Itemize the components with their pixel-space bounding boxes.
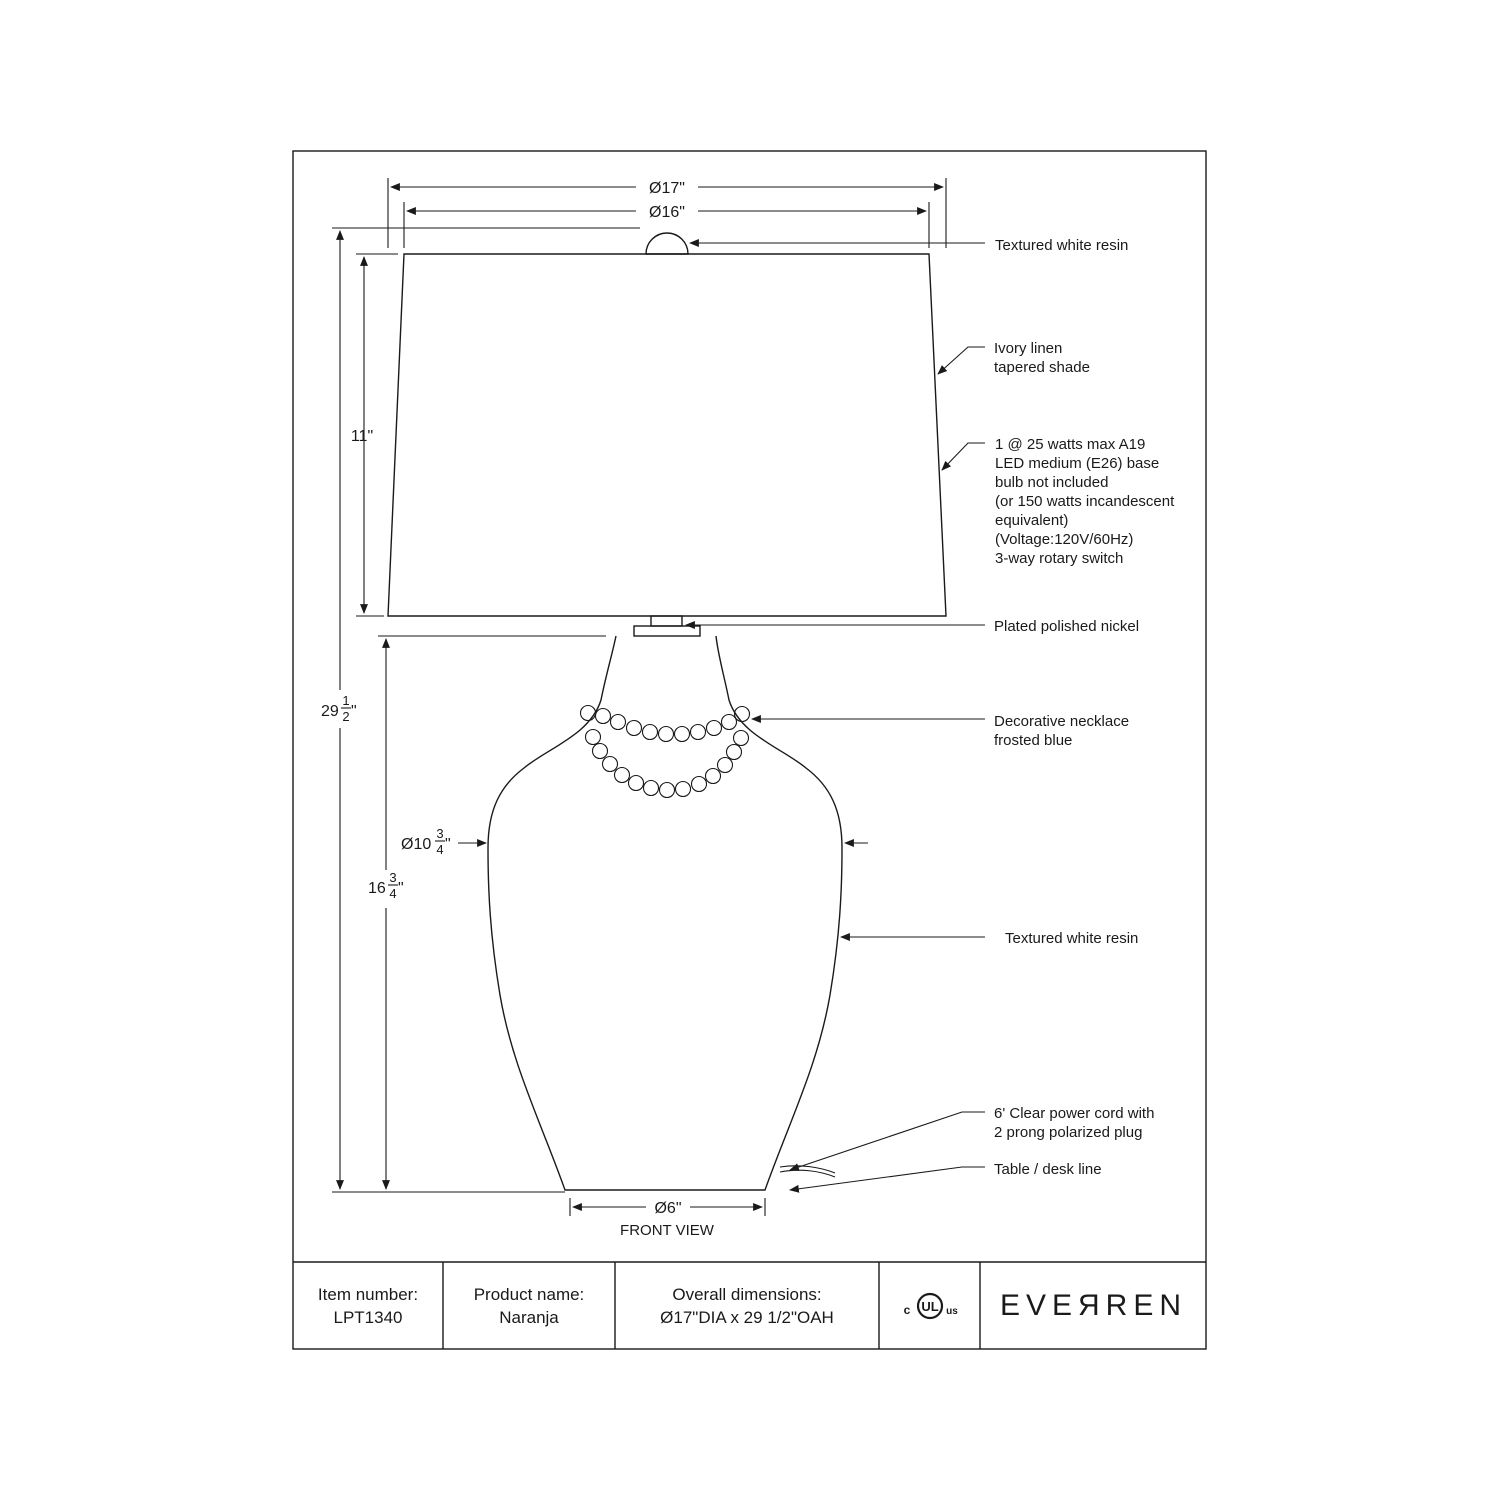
callout-bulb-line: (Voltage:120V/60Hz) xyxy=(995,531,1134,548)
callout-neck: Plated polished nickel xyxy=(994,618,1140,635)
bead xyxy=(615,768,630,783)
dim-overall-height-unit: " xyxy=(351,703,357,720)
callout-bulb-line: equivalent) xyxy=(995,512,1069,529)
finial xyxy=(646,233,688,254)
bead xyxy=(727,745,742,760)
bead xyxy=(643,725,658,740)
dim-shade-top-diameter: Ø17" xyxy=(649,180,685,197)
dim-body-height-whole: 16 xyxy=(368,880,386,897)
product-name-cell xyxy=(443,1262,615,1349)
leader-cord xyxy=(790,1112,985,1170)
neck-fitting xyxy=(651,616,682,626)
dim-base-diameter: Ø6" xyxy=(654,1200,682,1217)
bead xyxy=(603,757,618,772)
product-name-label: Product name: xyxy=(473,1284,585,1304)
front-view-label: FRONT VIEW xyxy=(620,1222,714,1239)
callout-necklace-line: frosted blue xyxy=(994,732,1073,749)
bead xyxy=(627,721,642,736)
bead xyxy=(718,758,733,773)
callout-necklace xyxy=(994,713,1133,749)
callout-cord xyxy=(994,1105,1159,1141)
dim-body-diameter-num: 3 xyxy=(436,826,444,841)
dim-overall-height-num: 1 xyxy=(342,693,350,708)
item-number-value: LPT1340 xyxy=(333,1307,403,1327)
dim-body-diameter-den: 4 xyxy=(436,842,444,857)
overall-dimensions-value: Ø17"DIA x 29 1/2"OAH xyxy=(660,1307,834,1327)
dim-body-height-den: 4 xyxy=(389,886,397,901)
lamp-shade xyxy=(388,254,946,616)
bead xyxy=(593,744,608,759)
callout-bulb-line: LED medium (E26) base xyxy=(995,455,1160,472)
callout-necklace-line: Decorative necklace xyxy=(994,713,1130,730)
bead xyxy=(692,777,707,792)
bead xyxy=(735,707,750,722)
callout-bulb-line: 1 @ 25 watts max A19 xyxy=(995,436,1146,453)
power-cord xyxy=(780,1166,835,1173)
bead xyxy=(581,706,596,721)
callout-shade-line: Ivory linen xyxy=(994,340,1063,357)
product-name-value: Naranja xyxy=(499,1307,559,1327)
dim-body-diameter-whole: Ø10 xyxy=(401,836,432,853)
callout-body: Textured white resin xyxy=(1005,930,1139,947)
dim-overall-height-whole: 29 xyxy=(321,703,339,720)
cert-c: c xyxy=(903,1302,910,1317)
bead xyxy=(722,715,737,730)
bead xyxy=(675,727,690,742)
callout-shade xyxy=(994,340,1090,376)
bead xyxy=(706,769,721,784)
leader-table xyxy=(790,1167,985,1190)
leader-bulb xyxy=(942,443,985,470)
cert-ul: UL xyxy=(920,1298,939,1314)
bead xyxy=(596,709,611,724)
cert-us: us xyxy=(945,1305,958,1317)
bead xyxy=(611,715,626,730)
bead xyxy=(707,721,722,736)
dim-body-diameter-unit: " xyxy=(445,836,451,853)
bead xyxy=(644,781,659,796)
item-number-label: Item number: xyxy=(317,1284,419,1304)
cul-us-certification-icon xyxy=(879,1262,980,1349)
power-cord xyxy=(780,1170,835,1177)
necklace-lower-strand xyxy=(586,730,749,798)
callout-cord-line: 6' Clear power cord with xyxy=(994,1105,1155,1122)
overall-dimensions-cell xyxy=(615,1262,879,1349)
ul-logo-icon xyxy=(895,1286,965,1326)
neck-collar xyxy=(634,626,700,636)
dim-body-diameter xyxy=(401,826,451,857)
bead xyxy=(691,725,706,740)
dim-shade-height: 11" xyxy=(350,428,374,445)
dim-body-height-unit: " xyxy=(398,880,404,897)
dim-shade-bottom-diameter: Ø16" xyxy=(649,204,685,221)
bead xyxy=(629,776,644,791)
callout-table: Table / desk line xyxy=(994,1161,1102,1178)
callout-bulb-line: bulb not included xyxy=(995,474,1109,491)
bead xyxy=(659,727,674,742)
item-number-cell xyxy=(293,1262,443,1349)
callout-bulb xyxy=(995,436,1178,567)
brand-logo xyxy=(981,1262,1206,1349)
leader-shade xyxy=(938,347,985,374)
bead xyxy=(660,783,675,798)
necklace-upper-strand xyxy=(581,706,750,742)
callout-finial: Textured white resin xyxy=(995,237,1129,254)
callout-shade-line: tapered shade xyxy=(994,359,1090,376)
bead xyxy=(676,782,691,797)
callout-cord-line: 2 prong polarized plug xyxy=(994,1124,1143,1141)
brand-wordmark: EVEЯREN xyxy=(999,1288,1188,1322)
overall-dimensions-label: Overall dimensions: xyxy=(672,1284,822,1304)
callout-bulb-line: 3-way rotary switch xyxy=(995,550,1124,567)
bead xyxy=(734,731,749,746)
dim-overall-height-den: 2 xyxy=(342,709,350,724)
dim-body-height-num: 3 xyxy=(389,870,397,885)
bead xyxy=(586,730,601,745)
callout-bulb-line: (or 150 watts incandescent xyxy=(995,493,1175,510)
